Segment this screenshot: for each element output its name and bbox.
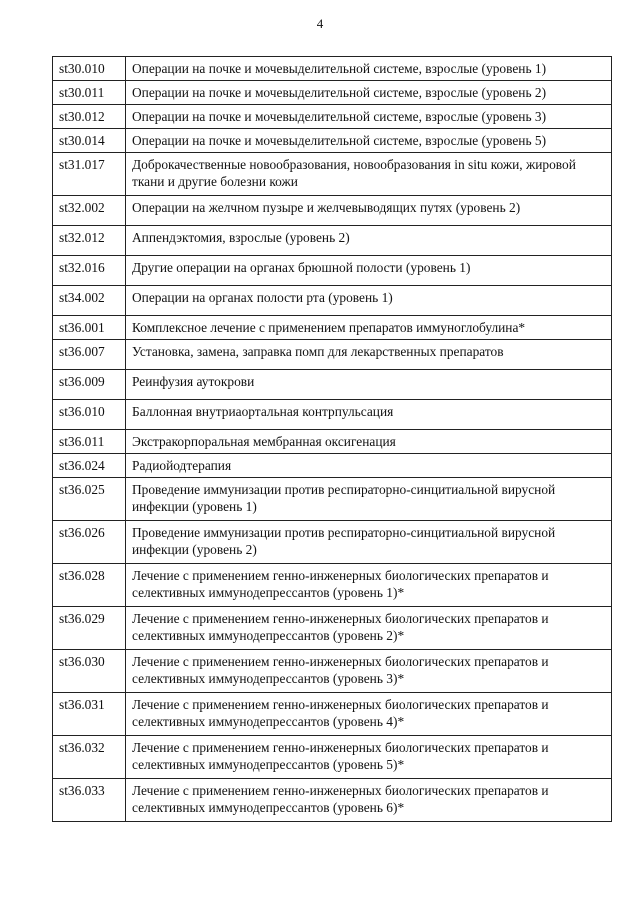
code-cell: st36.001 <box>53 316 126 340</box>
code-cell: st34.002 <box>53 286 126 316</box>
page-number: 4 <box>316 16 324 31</box>
code-cell: st36.009 <box>53 370 126 400</box>
table-row <box>53 370 612 400</box>
description-cell: Установка, замена, заправка помп для лекарственных препаратов <box>126 340 612 370</box>
table-row <box>53 693 612 736</box>
description-cell: Операции на почке и мочевыделительной системе, взрослые (уровень 2) <box>126 81 612 105</box>
code-cell: st36.007 <box>53 340 126 370</box>
description-cell: Операции на почке и мочевыделительной системе, взрослые (уровень 3) <box>126 105 612 129</box>
table-row <box>53 564 612 607</box>
description-cell: Операции на почке и мочевыделительной системе, взрослые (уровень 5) <box>126 129 612 153</box>
description-cell: Лечение с применением генно-инженерных биологических препаратов и селективных иммунодепрессантов (уровень 2)* <box>126 607 612 650</box>
description-cell: Операции на почке и мочевыделительной системе, взрослые (уровень 1) <box>126 57 612 81</box>
description-cell: Проведение иммунизации против респираторно-синцитиальной вирусной инфекции (уровень 1) <box>126 478 612 521</box>
table-row <box>53 521 612 564</box>
table-row <box>53 779 612 822</box>
table-row <box>53 454 612 478</box>
description-cell: Операции на органах полости рта (уровень 1) <box>126 286 612 316</box>
table-row <box>53 226 612 256</box>
table-row <box>53 153 612 196</box>
description-cell: Аппендэктомия, взрослые (уровень 2) <box>126 226 612 256</box>
description-cell: Реинфузия аутокрови <box>126 370 612 400</box>
description-cell: Лечение с применением генно-инженерных биологических препаратов и селективных иммунодепрессантов (уровень 4)* <box>126 693 612 736</box>
code-cell: st36.024 <box>53 454 126 478</box>
code-cell: st31.017 <box>53 153 126 196</box>
code-cell: st36.026 <box>53 521 126 564</box>
table-row <box>53 650 612 693</box>
code-cell: st36.011 <box>53 430 126 454</box>
description-cell: Лечение с применением генно-инженерных биологических препаратов и селективных иммунодепрессантов (уровень 5)* <box>126 736 612 779</box>
table-row <box>53 736 612 779</box>
code-cell: st36.025 <box>53 478 126 521</box>
table-row <box>53 129 612 153</box>
description-cell: Проведение иммунизации против респираторно-синцитиальной вирусной инфекции (уровень 2) <box>126 521 612 564</box>
code-cell: st30.012 <box>53 105 126 129</box>
table-row <box>53 256 612 286</box>
description-cell: Комплексное лечение с применением препаратов иммуноглобулина* <box>126 316 612 340</box>
description-cell: Лечение с применением генно-инженерных биологических препаратов и селективных иммунодепрессантов (уровень 6)* <box>126 779 612 822</box>
code-cell: st32.016 <box>53 256 126 286</box>
table-row <box>53 316 612 340</box>
code-cell: st36.028 <box>53 564 126 607</box>
code-cell: st36.010 <box>53 400 126 430</box>
description-cell: Экстракорпоральная мембранная оксигенация <box>126 430 612 454</box>
table-row <box>53 430 612 454</box>
code-cell: st36.033 <box>53 779 126 822</box>
table-row <box>53 340 612 370</box>
code-cell: st32.012 <box>53 226 126 256</box>
code-cell: st36.030 <box>53 650 126 693</box>
table-row <box>53 57 612 81</box>
code-cell: st36.031 <box>53 693 126 736</box>
description-cell: Радиойодтерапия <box>126 454 612 478</box>
description-cell: Лечение с применением генно-инженерных биологических препаратов и селективных иммунодепрессантов (уровень 3)* <box>126 650 612 693</box>
table-row <box>53 400 612 430</box>
code-cell: st36.032 <box>53 736 126 779</box>
table-row <box>53 607 612 650</box>
description-cell: Операции на желчном пузыре и желчевыводящих путях (уровень 2) <box>126 196 612 226</box>
code-cell: st36.029 <box>53 607 126 650</box>
description-cell: Доброкачественные новообразования, новообразования in situ кожи, жировой ткани и другие болезни кожи <box>126 153 612 196</box>
table-row <box>53 478 612 521</box>
description-cell: Другие операции на органах брюшной полости (уровень 1) <box>126 256 612 286</box>
table-row <box>53 105 612 129</box>
description-cell: Лечение с применением генно-инженерных биологических препаратов и селективных иммунодепрессантов (уровень 1)* <box>126 564 612 607</box>
table-row <box>53 286 612 316</box>
table-row <box>53 81 612 105</box>
code-cell: st30.014 <box>53 129 126 153</box>
code-cell: st30.010 <box>53 57 126 81</box>
table-row <box>53 196 612 226</box>
ksg-code-table <box>52 56 612 822</box>
description-cell: Баллонная внутриаортальная контрпульсация <box>126 400 612 430</box>
code-cell: st32.002 <box>53 196 126 226</box>
code-cell: st30.011 <box>53 81 126 105</box>
